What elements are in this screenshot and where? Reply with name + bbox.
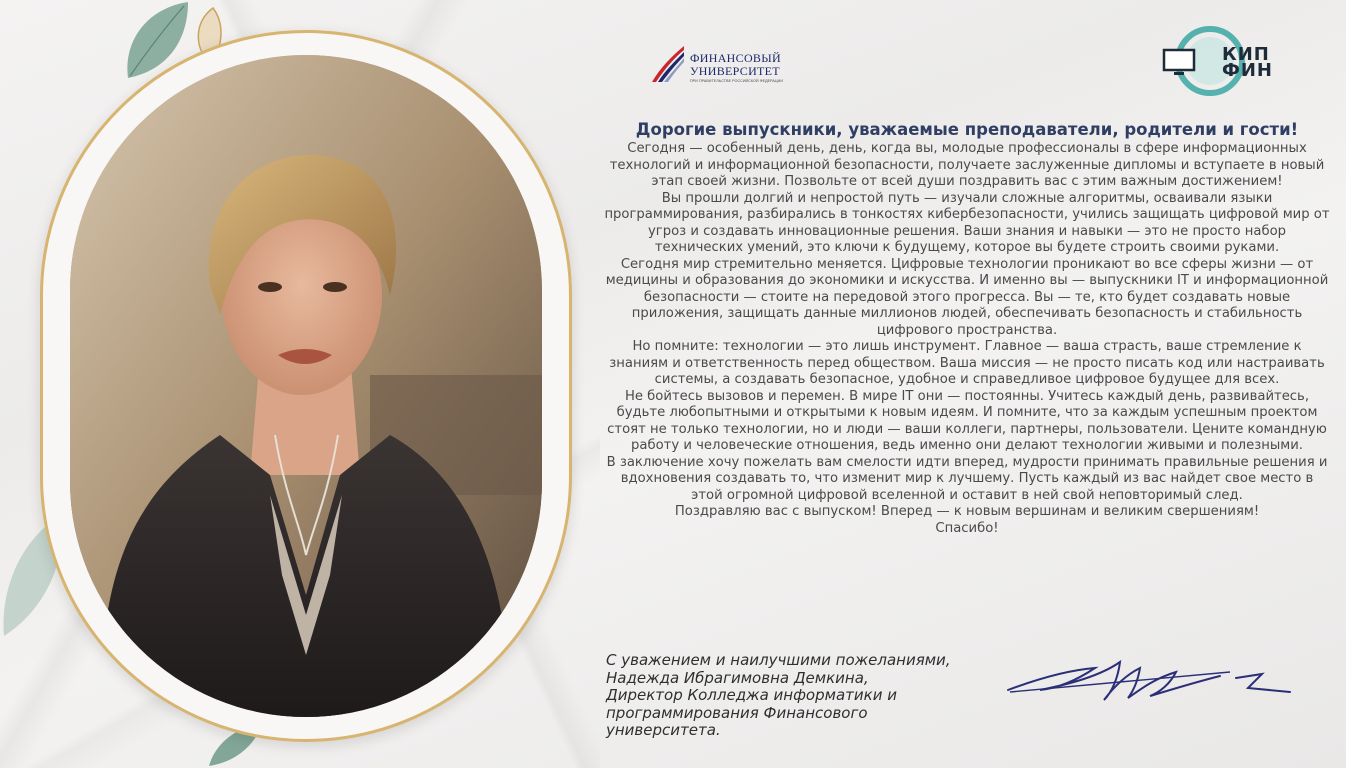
letter-paragraph: Сегодня мир стремительно меняется. Цифровые технологии проникают во все сферы жизни — от медицины и образования до экономики и искусства. И именно вы — выпускники IT и информационной безопасности — стоите на передовой этого прогресса. Вы — те, кто будет создавать новые приложения, защищать данные миллионов людей, обеспечивать безопасность и стабильность цифрового пространства.: [605, 256, 1329, 338]
signature-block: [606, 652, 1006, 740]
letter-paragraph: Но помните: технологии — это лишь инструмент. Главное — ваша страсть, ваше стремление к знаниям и ответственность перед обществом. Ваша миссия — не просто писать код или настраивать системы, а создавать безопасное, удобное и справедливое цифровое будущее для всех.: [609, 339, 1325, 387]
signature-name: Надежда Ибрагимовна Демкина,: [606, 668, 869, 687]
letter-paragraph: Сегодня — особенный день, день, когда вы, молодые профессионалы в сфере информационных технологий и информационной безопасности, получаете заслуженные дипломы и вступаете в новый этап своей жизни. Позвольте от всей души поздравить вас с этим важным достижением!: [609, 141, 1325, 189]
letter-paragraph: Поздравляю вас с выпуском! Вперед — к новым вершинам и великим свершениям!: [674, 504, 1260, 519]
portrait-photo: [70, 55, 542, 717]
letter-greeting: Дорогие выпускники, уважаемые преподаватели, родители и гости!: [635, 120, 1299, 139]
college-logo-text: КИП ФИН: [1222, 44, 1273, 81]
signature-closing: С уважением и наилучшими пожеланиями,: [606, 651, 951, 669]
letter-paragraph: Вы прошли долгий и непростой путь — изучали сложные алгоритмы, осваивали языки программирования, разбирались в тонкостях кибербезопасности, учились защищать цифровой мир от угроз и создавать инновационные решения. Ваши знания и навыки — это не просто набор технических умений, это ключи к будущему, которое вы будете строить своими руками.: [604, 190, 1330, 255]
handwritten-signature-icon: [1000, 648, 1300, 708]
university-title: ФИНАНСОВЫЙ УНИВЕРСИТЕТ: [690, 51, 781, 78]
letter-body: [604, 120, 1330, 537]
university-subtitle: ПРИ ПРАВИТЕЛЬСТВЕ РОССИЙСКОЙ ФЕДЕРАЦИИ: [690, 79, 784, 83]
university-logo: [650, 44, 800, 88]
signature-position: программирования Финансового: [606, 703, 868, 722]
portrait-illustration: [70, 55, 542, 717]
signature-position: университета.: [606, 721, 721, 739]
letter-paragraph: Не бойтесь вызовов и перемен. В мире IT они — постоянны. Учитесь каждый день, развивайтесь, будьте любопытными и открытыми к новым идеям. И помните, что за каждым успешным проектом стоят не только технологии, но и люди — ваши коллеги, партнеры, пользователи. Цените командную работу и человеческие отношения, ведь именно они делают технологии живыми и полезными.: [607, 388, 1327, 453]
letter-paragraph: В заключение хочу пожелать вам смелости идти вперед, мудрости принимать правильные решения и вдохновения создавать то, что изменит мир к лучшему. Пусть каждый из вас найдет свое место в этой огромной цифровой вселенной и оставит в ней свой неповторимый след.: [606, 454, 1328, 503]
letter-paragraph: Спасибо!: [935, 520, 999, 536]
signature-position: Директор Колледжа информатики и: [606, 686, 897, 704]
university-emblem-icon: [650, 44, 686, 84]
